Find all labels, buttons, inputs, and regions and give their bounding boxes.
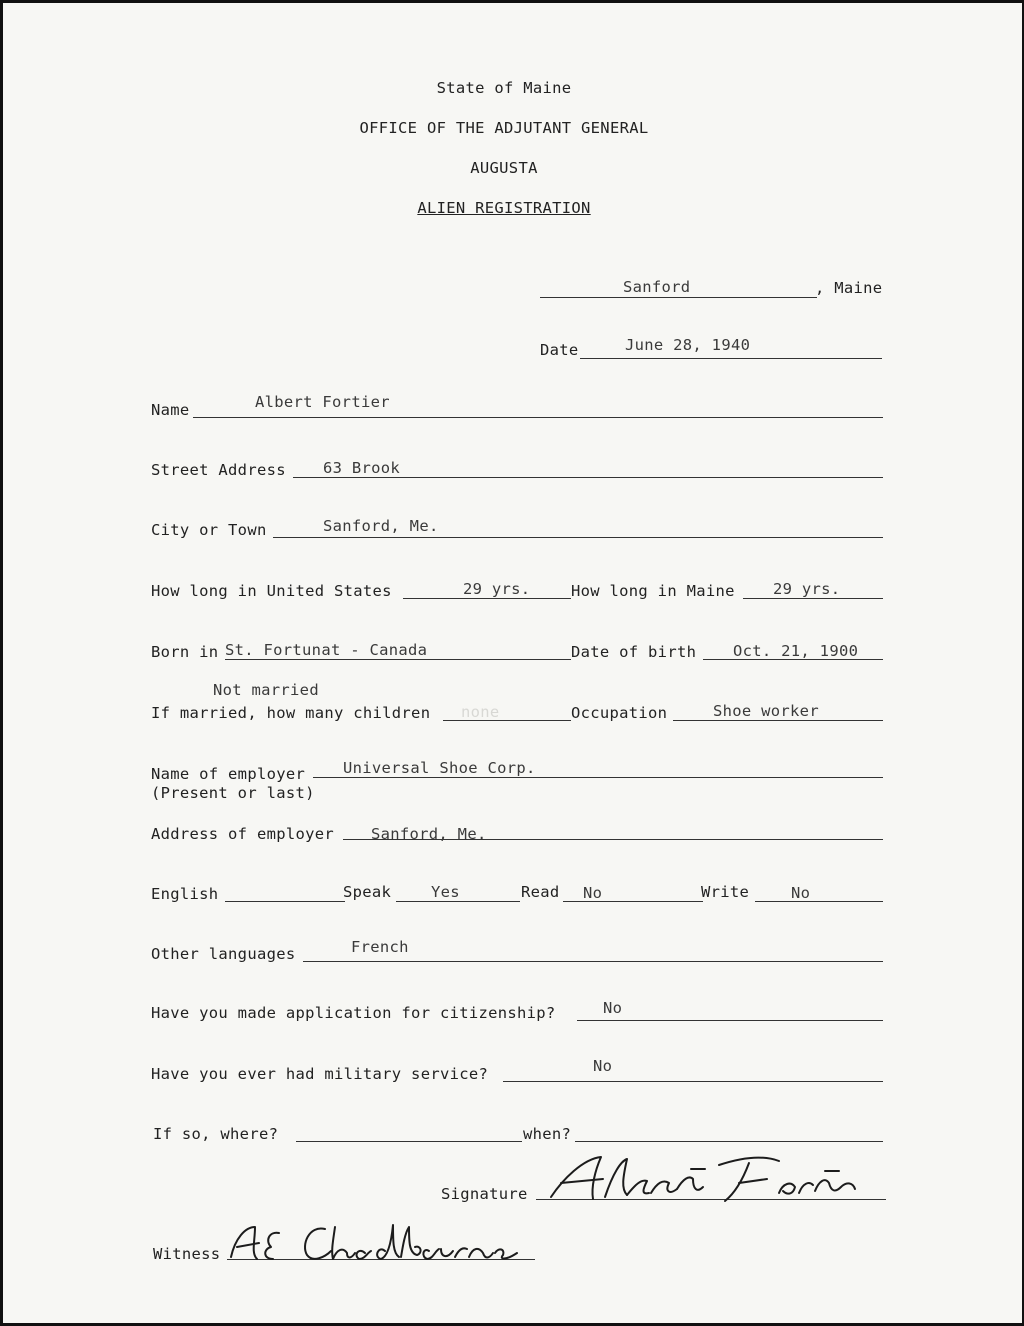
citizenship-value: No: [603, 999, 623, 1017]
citizenship-label: Have you made application for citizenship?: [151, 1004, 556, 1022]
street-value: 63 Brook: [323, 459, 401, 477]
write-label: Write: [701, 883, 750, 901]
maine-duration-line: [743, 598, 883, 599]
form-title: ALIEN REGISTRATION: [417, 199, 591, 217]
date-value: June 28, 1940: [625, 336, 751, 354]
registration-form: [3, 3, 1022, 1323]
employer-label: Name of employer: [151, 765, 306, 783]
us-duration-label: How long in United States: [151, 582, 392, 600]
military-value: No: [593, 1057, 613, 1075]
read-label: Read: [521, 883, 560, 901]
street-line: [293, 477, 883, 478]
employer-address-value: Sanford, Me.: [371, 825, 487, 843]
write-value: No: [791, 884, 811, 902]
city-line: [273, 537, 883, 538]
name-line: [193, 417, 883, 418]
us-duration-line: [403, 598, 571, 599]
languages-value: French: [351, 938, 409, 956]
us-duration-value: 29 yrs.: [463, 580, 531, 598]
read-value: No: [583, 884, 603, 902]
employer-line: [313, 777, 883, 778]
date-line: [580, 358, 882, 359]
languages-line: [303, 961, 883, 962]
when-line: [575, 1141, 883, 1142]
employer-value: Universal Shoe Corp.: [343, 759, 536, 777]
town-line: [540, 297, 817, 298]
name-label: Name: [151, 401, 190, 419]
employer-address-label: Address of employer: [151, 825, 335, 843]
state-label: , Maine: [815, 279, 883, 297]
children-value: none: [461, 703, 500, 721]
header-office: OFFICE OF THE ADJUTANT GENERAL: [359, 119, 649, 137]
english-label: English: [151, 885, 219, 903]
languages-label: Other languages: [151, 945, 296, 963]
write-line: [755, 901, 883, 902]
where-line: [296, 1141, 522, 1142]
born-line: [225, 659, 571, 660]
occupation-line: [673, 720, 883, 721]
witness-label: Witness: [153, 1245, 221, 1263]
header-city: AUGUSTA: [470, 159, 538, 177]
when-label: when?: [523, 1125, 572, 1143]
occupation-value: Shoe worker: [713, 702, 819, 720]
witness-handwriting: [225, 1217, 525, 1267]
city-value: Sanford, Me.: [323, 517, 439, 535]
employer-sublabel: (Present or last): [151, 784, 315, 802]
english-line: [225, 901, 345, 902]
born-label: Born in: [151, 643, 219, 661]
where-label: If so, where?: [153, 1125, 279, 1143]
city-label: City or Town: [151, 521, 267, 539]
date-label: Date: [540, 341, 579, 359]
military-line: [503, 1081, 883, 1082]
speak-value: Yes: [431, 883, 460, 901]
children-label: If married, how many children: [151, 704, 431, 722]
name-value: Albert Fortier: [255, 393, 390, 411]
street-label: Street Address: [151, 461, 286, 479]
signature-label: Signature: [441, 1185, 528, 1203]
military-label: Have you ever had military service?: [151, 1065, 489, 1083]
header-state: State of Maine: [436, 79, 572, 97]
town-value: Sanford: [623, 278, 691, 296]
speak-line: [396, 901, 520, 902]
maine-duration-label: How long in Maine: [571, 582, 735, 600]
dob-label: Date of birth: [571, 643, 697, 661]
occupation-label: Occupation: [571, 704, 668, 722]
marital-note: Not married: [213, 681, 319, 699]
citizenship-line: [577, 1020, 883, 1021]
dob-value: Oct. 21, 1900: [733, 642, 859, 660]
maine-duration-value: 29 yrs.: [773, 580, 841, 598]
speak-label: Speak: [343, 883, 392, 901]
signature-handwriting: [543, 1149, 883, 1209]
born-value: St. Fortunat - Canada: [225, 641, 428, 659]
